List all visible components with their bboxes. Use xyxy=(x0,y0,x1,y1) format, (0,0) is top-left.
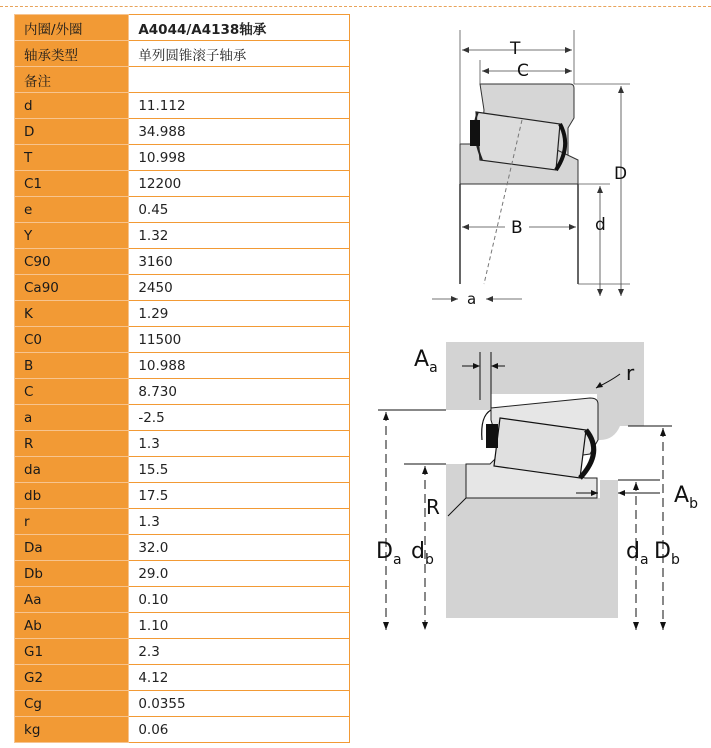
spec-row xyxy=(15,457,350,483)
r-label: r xyxy=(626,361,635,385)
R-label: R xyxy=(426,495,440,519)
spec-label: G1 xyxy=(15,639,129,665)
spec-value: 17.5 xyxy=(129,483,350,509)
spec-value: 3160 xyxy=(129,249,350,275)
Ab-label: $A_b$ xyxy=(674,483,698,512)
spec-value: 1.29 xyxy=(129,301,350,327)
spec-label: K xyxy=(15,301,129,327)
spec-row xyxy=(15,691,350,717)
spec-label: Cg xyxy=(15,691,129,717)
spec-value: 0.0355 xyxy=(129,691,350,717)
spec-value: 10.988 xyxy=(129,353,350,379)
spec-row xyxy=(15,639,350,665)
spec-label: e xyxy=(15,197,129,223)
spec-value: 2450 xyxy=(129,275,350,301)
spec-value: 1.3 xyxy=(129,431,350,457)
spec-label: Y xyxy=(15,223,129,249)
dim-d-label: d xyxy=(595,215,606,235)
spec-value: -2.5 xyxy=(129,405,350,431)
spec-row xyxy=(15,41,350,67)
spec-row xyxy=(15,535,350,561)
spec-value: 1.10 xyxy=(129,613,350,639)
spec-value xyxy=(129,67,350,93)
spec-label: T xyxy=(15,145,129,171)
spec-label: C0 xyxy=(15,327,129,353)
spec-value: 1.3 xyxy=(129,509,350,535)
spec-label: B xyxy=(15,353,129,379)
dim-a-label: a xyxy=(467,290,477,308)
da-label: $d_a$ xyxy=(626,539,649,568)
spec-row xyxy=(15,405,350,431)
spec-row xyxy=(15,561,350,587)
spec-row xyxy=(15,379,350,405)
spec-row xyxy=(15,431,350,457)
dim-C-label: C xyxy=(517,61,529,81)
spec-row xyxy=(15,301,350,327)
spec-value: 0.45 xyxy=(129,197,350,223)
dim-T-label: T xyxy=(510,39,521,59)
spec-value: 12200 xyxy=(129,171,350,197)
Db-label: $D_b$ xyxy=(654,539,680,568)
spec-value: A4044/A4138轴承 xyxy=(129,15,350,41)
spec-label: a xyxy=(15,405,129,431)
Da-label: $D_a$ xyxy=(376,539,402,568)
spec-label: 备注 xyxy=(15,67,129,93)
spec-value: 4.12 xyxy=(129,665,350,691)
db-label: $d_b$ xyxy=(411,539,434,568)
spec-row xyxy=(15,93,350,119)
spec-label: Da xyxy=(15,535,129,561)
spec-row xyxy=(15,665,350,691)
spec-row xyxy=(15,197,350,223)
spec-row xyxy=(15,119,350,145)
spec-label: C90 xyxy=(15,249,129,275)
spec-label: Ca90 xyxy=(15,275,129,301)
spec-row xyxy=(15,249,350,275)
cage xyxy=(470,120,480,146)
spec-row xyxy=(15,15,350,41)
spec-row xyxy=(15,717,350,743)
spec-row xyxy=(15,509,350,535)
spec-value: 0.06 xyxy=(129,717,350,743)
spec-label: da xyxy=(15,457,129,483)
spec-value: 10.998 xyxy=(129,145,350,171)
spec-value: 0.10 xyxy=(129,587,350,613)
spec-row xyxy=(15,353,350,379)
spec-label: Db xyxy=(15,561,129,587)
spec-label: Ab xyxy=(15,613,129,639)
spec-label: R xyxy=(15,431,129,457)
spec-row xyxy=(15,275,350,301)
spec-label: C xyxy=(15,379,129,405)
spec-row xyxy=(15,171,350,197)
spec-value: 11.112 xyxy=(129,93,350,119)
top-divider xyxy=(0,6,711,7)
spec-label: kg xyxy=(15,717,129,743)
spec-label: C1 xyxy=(15,171,129,197)
mounting-diagram xyxy=(376,342,698,630)
spec-label: Aa xyxy=(15,587,129,613)
bearing-spec-table xyxy=(14,14,350,743)
spec-label: D xyxy=(15,119,129,145)
spec-label: G2 xyxy=(15,665,129,691)
bearing-diagram xyxy=(360,10,710,680)
spec-label: 内圈/外圈 xyxy=(15,15,129,41)
bearing-section-diagram xyxy=(432,30,630,308)
spec-row xyxy=(15,145,350,171)
spec-value: 2.3 xyxy=(129,639,350,665)
spec-row xyxy=(15,483,350,509)
spec-value: 8.730 xyxy=(129,379,350,405)
spec-row xyxy=(15,327,350,353)
spec-value: 单列圆锥滚子轴承 xyxy=(129,41,350,67)
spec-value: 1.32 xyxy=(129,223,350,249)
spec-value: 11500 xyxy=(129,327,350,353)
spec-label: db xyxy=(15,483,129,509)
spec-value: 29.0 xyxy=(129,561,350,587)
dim-D-label: D xyxy=(614,164,628,184)
spec-value: 32.0 xyxy=(129,535,350,561)
spec-row xyxy=(15,223,350,249)
spec-label: r xyxy=(15,509,129,535)
spec-value: 34.988 xyxy=(129,119,350,145)
spec-label: d xyxy=(15,93,129,119)
spec-label: 轴承类型 xyxy=(15,41,129,67)
spec-row xyxy=(15,613,350,639)
Aa-label: $A_a$ xyxy=(414,347,438,376)
spec-value: 15.5 xyxy=(129,457,350,483)
spec-row xyxy=(15,587,350,613)
dim-B-label: B xyxy=(511,218,523,238)
spec-row xyxy=(15,67,350,93)
